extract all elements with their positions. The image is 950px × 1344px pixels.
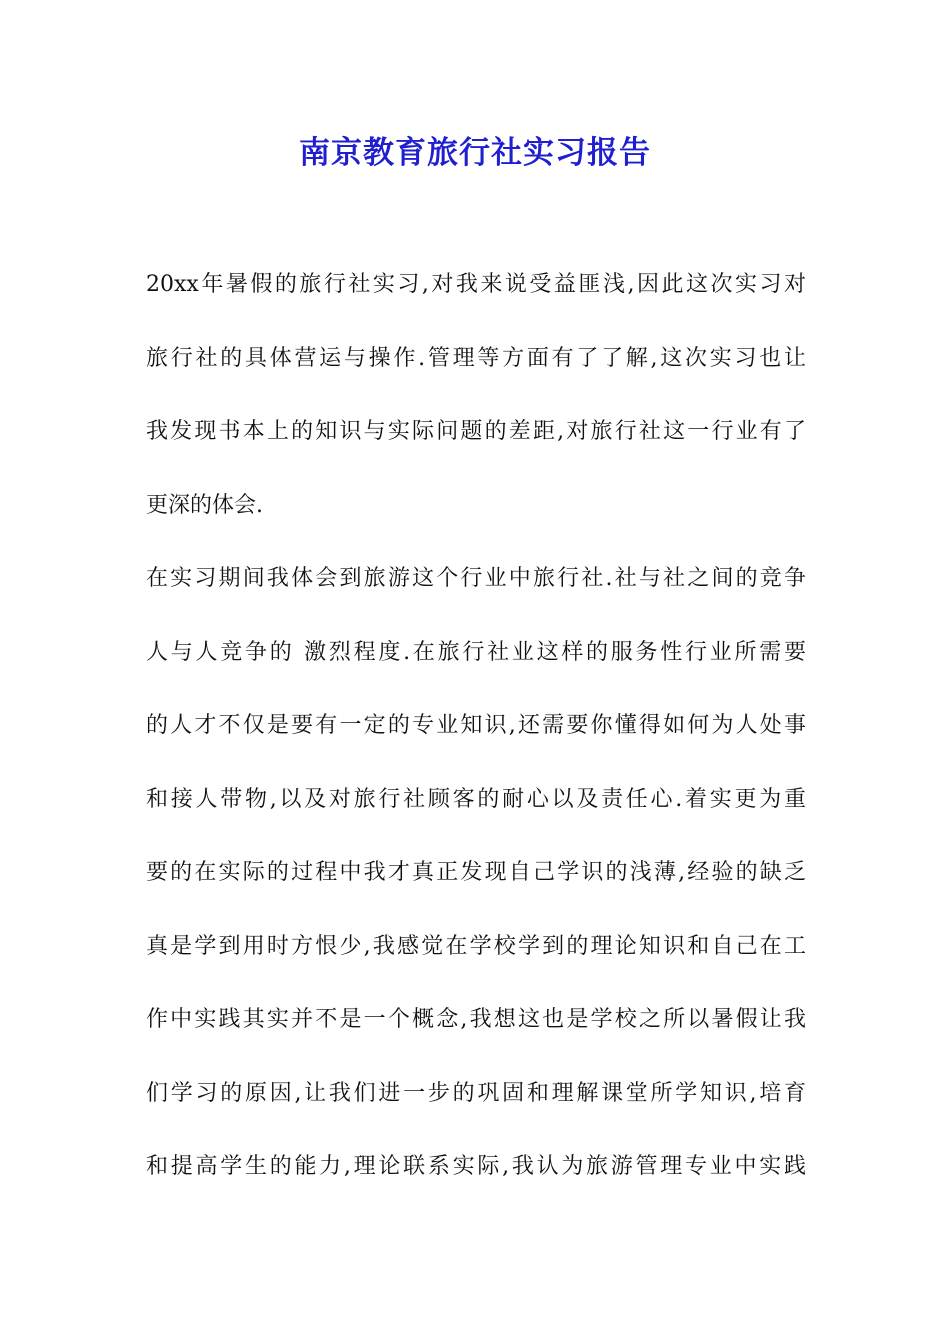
text-line: 和提高学生的能力,理论联系实际,我认为旅游管理专业中实践 [146, 1154, 806, 1179]
text-line: 要的在实际的过程中我才真正发现自己学识的浅薄,经验的缺乏 [146, 860, 806, 885]
document-title: 南京教育旅行社实习报告 [299, 135, 651, 171]
text-line: 我发现书本上的知识与实际问题的差距,对旅行社这一行业有了 [146, 419, 806, 444]
text-line: 人与人竞争的 激烈程度.在旅行社业这样的服务性行业所需要 [146, 639, 806, 665]
text-line: 真是学到用时方恨少,我感觉在学校学到的理论知识和自己在工 [146, 933, 806, 959]
text-line: 们学习的原因,让我们进一步的巩固和理解课堂所学知识,培育 [146, 1080, 806, 1106]
text-line: 的人才不仅是要有一定的专业知识,还需要你懂得如何为人处事 [146, 713, 806, 738]
document-body [146, 262, 806, 1218]
text-line: 和接人带物,以及对旅行社顾客的耐心以及责任心.着实更为重 [146, 786, 806, 812]
text-line: 作中实践其实并不是一个概念,我想这也是学校之所以暑假让我 [146, 1007, 806, 1032]
text-line: 20xx年暑假的旅行社实习,对我来说受益匪浅,因此这次实习对 [146, 272, 806, 297]
text-line: 在实习期间我体会到旅游这个行业中旅行社.社与社之间的竞争 [146, 566, 806, 591]
text-line: 旅行社的具体营运与操作.管理等方面有了了解,这次实习也让 [146, 345, 806, 371]
text-line: 更深的体会. [146, 492, 263, 518]
